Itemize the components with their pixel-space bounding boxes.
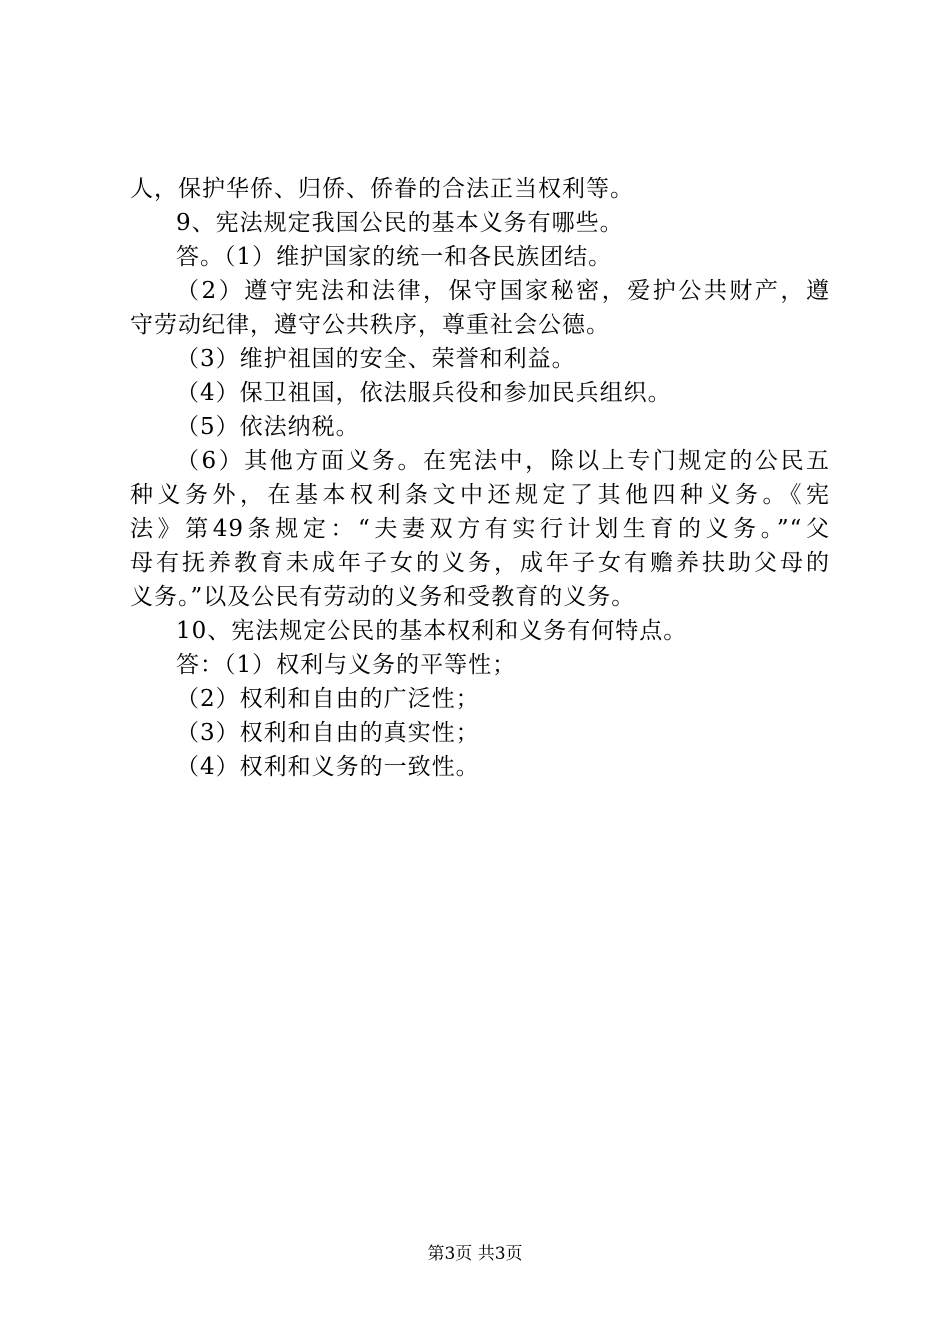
text-line: 义务。”以及公民有劳动的义务和受教育的义务。 [130, 584, 636, 610]
text-line: 种义务外，在基本权利条文中还规定了其他四种义务。《宪 [130, 482, 830, 508]
text-line: 法》第49条规定：“夫妻双方有实行计划生育的义务。”“父 [130, 516, 830, 542]
text-line: （4）权利和义务的一致性。 [176, 754, 480, 780]
text-line: 答：（1）权利与义务的平等性； [176, 652, 517, 678]
text-line: （3）权利和自由的真实性； [176, 720, 480, 746]
page-number-footer: 第3页 共3页 [427, 1244, 523, 1264]
text-line: 10、宪法规定公民的基本权利和义务有何特点。 [176, 618, 688, 644]
text-line: 母有抚养教育未成年子女的义务，成年子女有赡养扶助父母的 [130, 550, 830, 576]
document-body [130, 172, 830, 784]
text-line: 答。（1）维护国家的统一和各民族团结。 [176, 244, 613, 270]
text-line: 人，保护华侨、归侨、侨眷的合法正当权利等。 [130, 176, 634, 202]
text-line: （5）依法纳税。 [176, 414, 360, 440]
text-line: （4）保卫祖国，依法服兵役和参加民兵组织。 [176, 380, 672, 406]
text-line: （3）维护祖国的安全、荣誉和利益。 [176, 346, 576, 372]
text-line: （2）遵守宪法和法律，保守国家秘密，爱护公共财产，遵 [176, 278, 830, 304]
text-line: （6）其他方面义务。在宪法中，除以上专门规定的公民五 [176, 448, 830, 474]
text-line: 9、宪法规定我国公民的基本义务有哪些。 [176, 210, 624, 236]
text-line: （2）权利和自由的广泛性； [176, 686, 480, 712]
text-line: 守劳动纪律，遵守公共秩序，尊重社会公德。 [130, 312, 610, 338]
